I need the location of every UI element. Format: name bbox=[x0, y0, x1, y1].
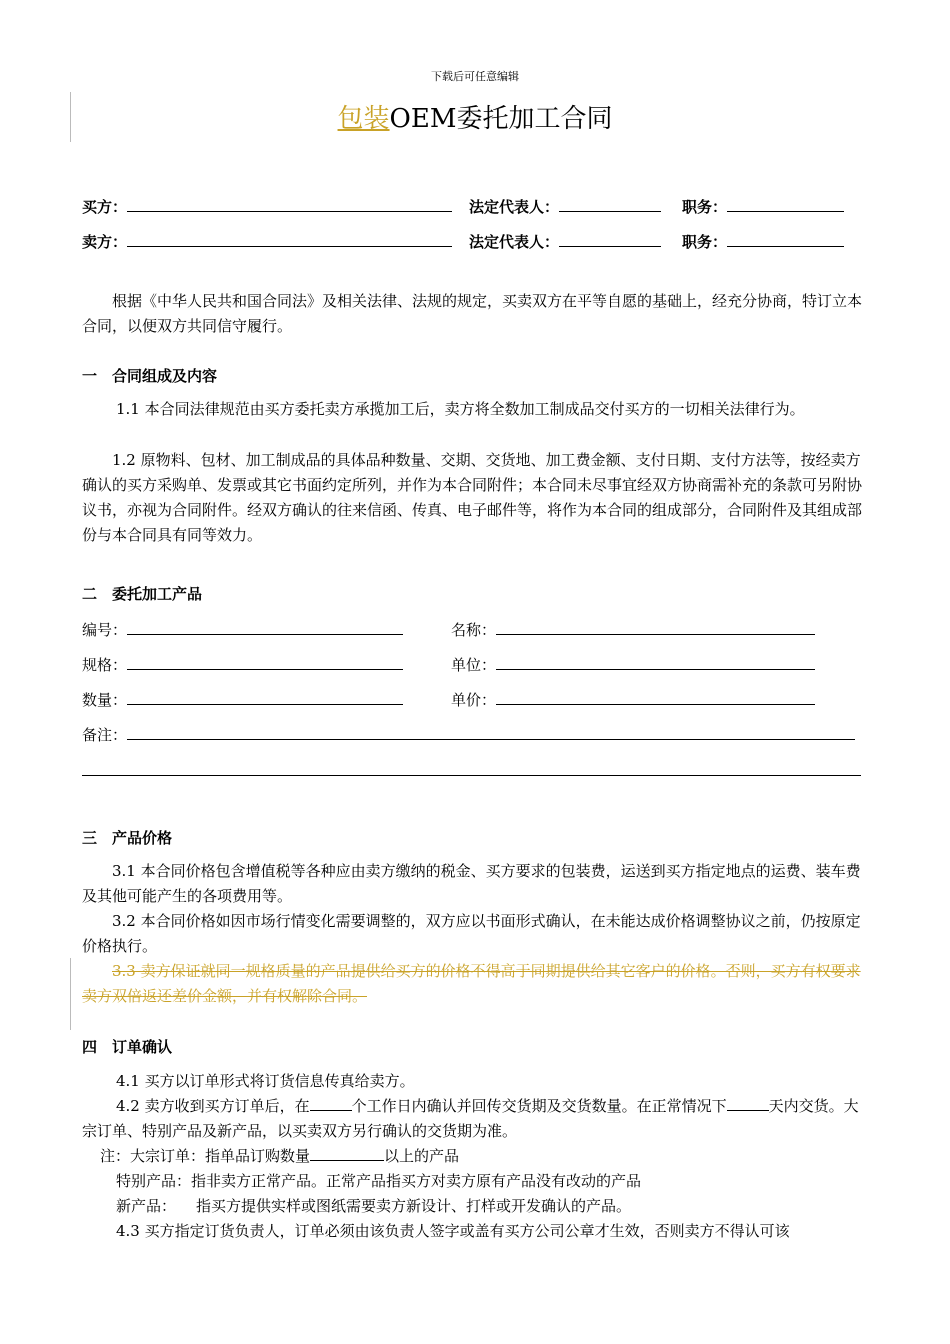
code-row bbox=[82, 619, 403, 640]
buyer-rep-field[interactable] bbox=[559, 196, 661, 212]
delivery-days-blank[interactable] bbox=[727, 1094, 769, 1111]
seller-row bbox=[82, 231, 452, 252]
unit-label: 单位： bbox=[451, 656, 497, 674]
seller-label: 卖方： bbox=[82, 233, 128, 251]
revision-bar bbox=[70, 958, 71, 1030]
spec-field[interactable] bbox=[127, 654, 403, 670]
new-product-label: 新产品： bbox=[116, 1197, 177, 1215]
buyer-rep-row bbox=[469, 196, 661, 217]
seller-rep-row bbox=[469, 231, 661, 252]
clause-1-2: 1.2 原物料、包材、加工制成品的具体品种数量、交期、交货地、加工费金额、支付日期、支付方法等，按经卖方确认的买方采购单、发票或其它书面约定所列，并作为本合同附件；本合同未尽事宜经双方协商需补充的条款可另附协议书，亦视为合同附件。经双方确认的往来信函、传真、电子邮件等，将作为本合同的组成部分，合同附件及其组成部份与本合同具有同等效力。 bbox=[82, 451, 863, 544]
name-label: 名称： bbox=[451, 621, 497, 639]
clause-4-2 bbox=[82, 1094, 872, 1144]
clause-4-2-part-c: 天内交货。大宗订单、特别产品及新产品，以买卖双方另行确认的交货期为准。 bbox=[82, 1097, 859, 1140]
seller-field[interactable] bbox=[127, 231, 452, 247]
clause-4-2-part-b: 个工作日内确认并回传交货期及交货数量。在正常情况下 bbox=[351, 1097, 727, 1115]
note-bulk-order bbox=[100, 1144, 459, 1169]
unit-field[interactable] bbox=[496, 654, 815, 670]
section-3-heading: 三 产品价格 bbox=[82, 829, 173, 847]
intro-paragraph: 根据《中华人民共和国合同法》及相关法律、法规的规定，买卖双方在平等自愿的基础上，经充分协商，特订立本合同，以便双方共同信守履行。 bbox=[82, 292, 863, 335]
buyer-rep-label: 法定代表人： bbox=[469, 198, 560, 216]
buyer-label: 买方： bbox=[82, 198, 128, 216]
seller-rep-label: 法定代表人： bbox=[469, 233, 560, 251]
spec-row bbox=[82, 654, 403, 675]
title-main: OEM委托加工合同 bbox=[389, 104, 613, 134]
header-note: 下载后可任意编辑 bbox=[431, 70, 519, 83]
name-field[interactable] bbox=[496, 619, 815, 635]
remark-field[interactable] bbox=[127, 724, 855, 740]
buyer-row bbox=[82, 196, 452, 217]
title-accent: 包装 bbox=[337, 104, 390, 134]
seller-position-row bbox=[682, 231, 844, 252]
buyer-position-field[interactable] bbox=[727, 196, 844, 212]
seller-position-label: 职务： bbox=[682, 233, 728, 251]
clause-3-3-deleted: 3.3 卖方保证就同一规格质量的产品提供给买方的价格不得高于同期提供给其它客户的价格。否则，买方有权要求卖方双倍返还差价金额，并有权解除合同。 bbox=[82, 962, 861, 1005]
buyer-position-label: 职务： bbox=[682, 198, 728, 216]
buyer-position-row bbox=[682, 196, 844, 217]
spec-label: 规格： bbox=[82, 656, 128, 674]
seller-position-field[interactable] bbox=[727, 231, 844, 247]
note-new-product bbox=[116, 1194, 631, 1219]
clause-3-1: 3.1 本合同价格包含增值税等各种应由卖方缴纳的税金、买方要求的包装费，运送到买方指定地点的运费、装车费及其他可能产生的各项费用等。 bbox=[82, 862, 861, 905]
qty-field[interactable] bbox=[127, 689, 403, 705]
remark-label: 备注： bbox=[82, 726, 128, 744]
workdays-blank[interactable] bbox=[310, 1094, 352, 1111]
note-bulk-a: 注：大宗订单：指单品订购数量 bbox=[100, 1147, 311, 1165]
remark-field-line-2[interactable] bbox=[82, 775, 861, 776]
price-row bbox=[451, 689, 815, 710]
code-field[interactable] bbox=[127, 619, 403, 635]
clause-4-2-part-a: 4.2 卖方收到买方订单后，在 bbox=[116, 1097, 310, 1115]
remark-row bbox=[82, 724, 855, 745]
qty-label: 数量： bbox=[82, 691, 128, 709]
seller-rep-field[interactable] bbox=[559, 231, 661, 247]
name-row bbox=[451, 619, 815, 640]
new-product-text: 指买方提供实样或图纸需要卖方新设计、打样或开发确认的产品。 bbox=[196, 1197, 632, 1215]
buyer-field[interactable] bbox=[127, 196, 452, 212]
section-4-heading: 四 订单确认 bbox=[82, 1038, 173, 1056]
price-field[interactable] bbox=[496, 689, 815, 705]
clause-4-1: 4.1 买方以订单形式将订货信息传真给卖方。 bbox=[116, 1072, 415, 1090]
document-title bbox=[0, 101, 950, 137]
note-bulk-b: 以上的产品 bbox=[384, 1147, 460, 1165]
note-special-product: 特别产品：指非卖方正常产品。正常产品指买方对卖方原有产品没有改动的产品 bbox=[116, 1172, 642, 1190]
clause-4-3: 4.3 买方指定订货负责人，订单必须由该负责人签字或盖有买方公司公章才生效，否则卖方不得认可该 bbox=[116, 1222, 790, 1240]
clause-1-1: 1.1 本合同法律规范由买方委托卖方承揽加工后，卖方将全数加工制成品交付买方的一切相关法律行为。 bbox=[116, 400, 805, 418]
unit-row bbox=[451, 654, 815, 675]
bulk-qty-blank[interactable] bbox=[310, 1144, 384, 1161]
section-2-heading: 二 委托加工产品 bbox=[82, 585, 203, 603]
code-label: 编号： bbox=[82, 621, 128, 639]
qty-row bbox=[82, 689, 403, 710]
clause-3-2: 3.2 本合同价格如因市场行情变化需要调整的，双方应以书面形式确认，在未能达成价格调整协议之前，仍按原定价格执行。 bbox=[82, 912, 861, 955]
price-label: 单价： bbox=[451, 691, 497, 709]
section-1-heading: 一 合同组成及内容 bbox=[82, 367, 218, 385]
